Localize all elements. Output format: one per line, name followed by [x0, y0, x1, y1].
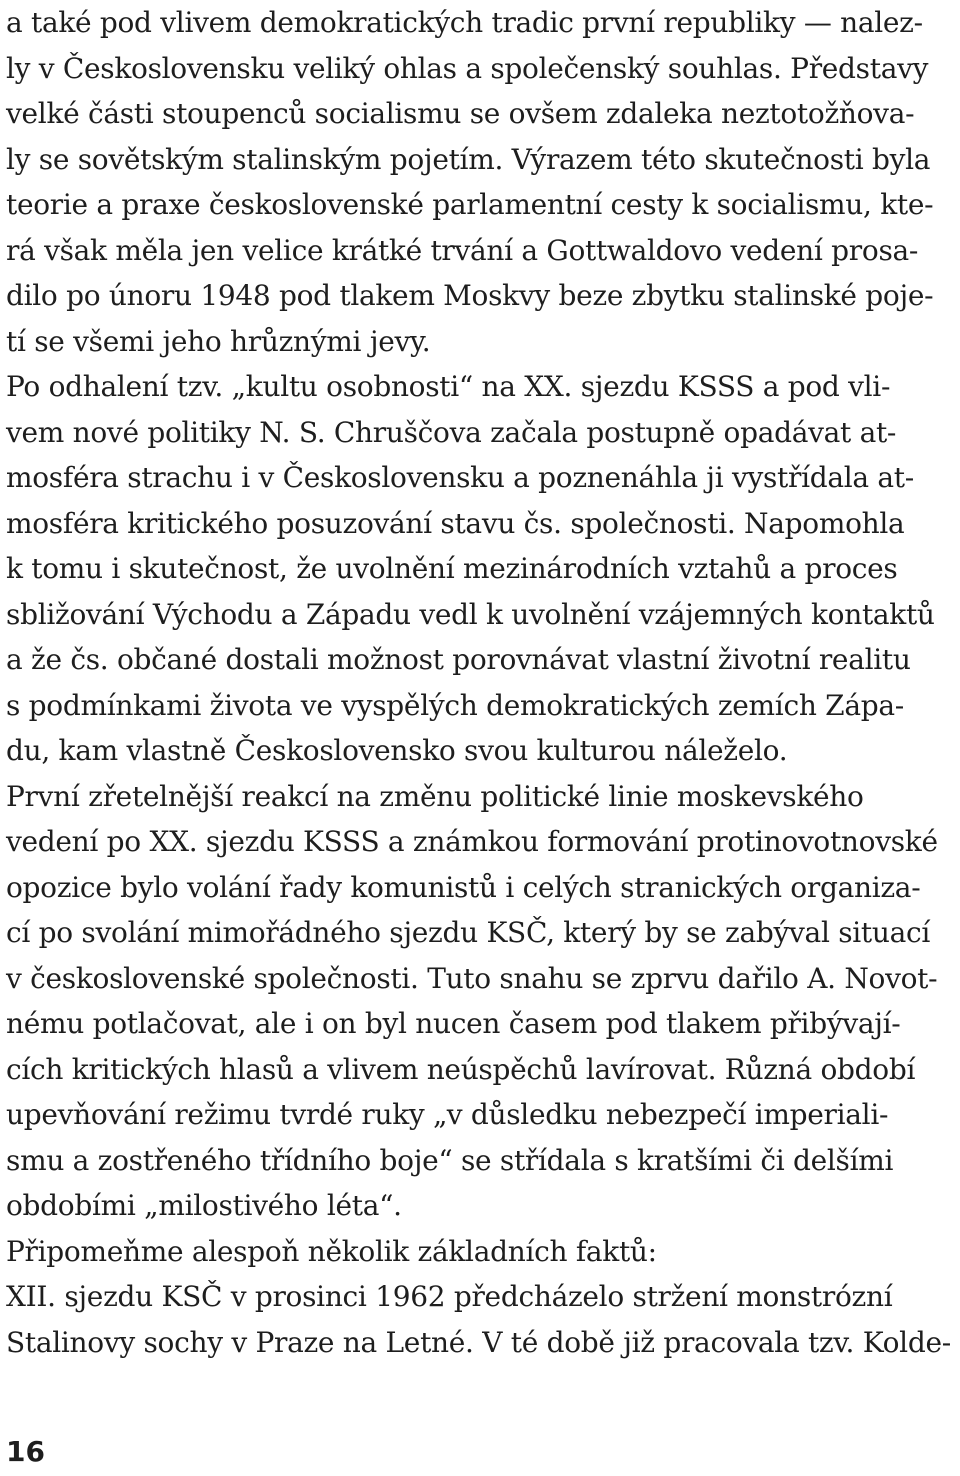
text-line: a že čs. občané dostali možnost porovnávat vlastní životní realitu [6, 643, 911, 676]
text-line: du, kam vlastně Československo svou kulturou náleželo. [6, 734, 788, 767]
text-line: Připomeňme alespoň několik základních faktů: [6, 1234, 657, 1268]
text-line: XII. sjezdu KSČ v prosinci 1962 předcházelo stržení monstrózní [6, 1280, 893, 1313]
text-line: vem nové politiky N. S. Chruščova začala postupně opadávat at- [6, 415, 897, 449]
text-line: cích kritických hlasů a vlivem neúspěchů lavírovat. Různá období [6, 1052, 916, 1086]
text-line: a také pod vlivem demokratických tradic první republiky — nalez- [6, 6, 923, 39]
text-line: dilo po únoru 1948 pod tlakem Moskvy beze zbytku stalinské poje- [6, 279, 934, 312]
text-line: smu a zostřeného třídního boje“ se střídala s kratšími či delšími [6, 1143, 894, 1177]
text-line: k tomu i skutečnost, že uvolnění mezinárodních vztahů a proces [6, 552, 898, 585]
text-line: rá však měla jen velice krátké trvání a Gottwaldovo vedení prosa- [6, 233, 919, 267]
text-line: Po odhalení tzv. „kultu osobnosti“ na XX. sjezdu KSSS a pod vli- [6, 370, 891, 403]
text-line: opozice bylo volání řady komunistů i celých stranických organiza- [6, 870, 921, 904]
text-line: vedení po XX. sjezdu KSSS a známkou formování protinovotnovské [6, 825, 938, 858]
text-line: s podmínkami života ve vyspělých demokratických zemích Zápa- [6, 688, 904, 722]
text-line: tí se všemi jeho hrůznými jevy. [6, 324, 431, 358]
text-line: nému potlačovat, ale i on byl nucen časem pod tlakem přibývají- [6, 1007, 901, 1040]
text-line: sbližování Východu a Západu vedl k uvolnění vzájemných kontaktů [6, 597, 935, 631]
text-line: mosféra kritického posuzování stavu čs. společnosti. Napomohla [6, 506, 905, 540]
text-line: První zřetelnější reakcí na změnu politické linie moskevského [6, 779, 864, 813]
text-line: upevňování režimu tvrdé ruky „v důsledku nebezpečí imperiali- [6, 1098, 889, 1131]
text-line: velké části stoupenců socialismu se ovšem zdaleka neztotožňova- [6, 97, 915, 130]
text-line: teorie a praxe československé parlamentní cesty k socialismu, kte- [6, 188, 934, 221]
page-number: 16 [6, 1435, 45, 1468]
text-line: ly v Československu veliký ohlas a společenský souhlas. Představy [6, 51, 929, 85]
body-text [6, 0, 956, 1365]
text-line: cí po svolání mimořádného sjezdu KSČ, který by se zabýval situací [6, 916, 931, 949]
text-line: mosféra strachu i v Československu a poznenáhla ji vystřídala at- [6, 461, 914, 494]
text-line: obdobími „milostivého léta“. [6, 1189, 402, 1222]
text-line: v československé společnosti. Tuto snahu se zprvu dařilo A. Novot- [6, 961, 938, 995]
text-line: ly se sovětským stalinským pojetím. Výrazem této skutečnosti byla [6, 142, 931, 176]
text-line: Stalinovy sochy v Praze na Letné. V té době již pracovala tzv. Kolde- [6, 1325, 951, 1359]
